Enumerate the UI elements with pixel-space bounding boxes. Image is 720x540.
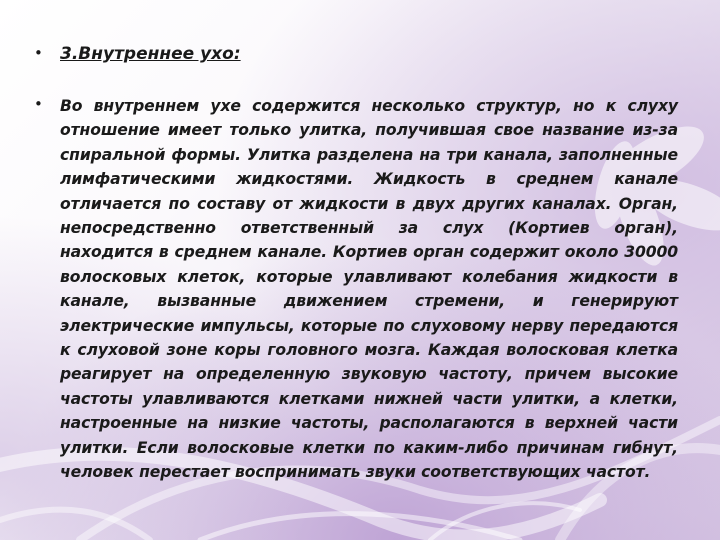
body-item — [34, 94, 678, 485]
heading-item — [34, 42, 678, 66]
text-content — [34, 38, 678, 485]
bullet-marker: • — [34, 95, 43, 113]
bullet-marker: • — [34, 44, 43, 62]
section-heading: 3.Внутреннее ухо: — [60, 44, 241, 64]
body-paragraph: Во внутреннем ухе содержится несколько структур, но к слуху отношение имеет только улитка, получившая свое название из-за спиральной формы. Улитка разделена на три канала, заполненные лимфатическими жидкостями. Жидкость в среднем канале отличается по составу от жидкости в двух других каналах. Орган, непосредственно ответственный за слух (Кортиев орган), находится в среднем канале. Кортиев орган содержит около 30000 волосковых клеток, которые улавливают колебания жидкости в канале, вызванные движением стремени, и генерируют электрические импульсы, которые по слуховому нерву передаются к слуховой зоне коры головного мозга. Каждая волосковая клетка реагирует на определенную звуковую частоту, причем высокие частоты улавливаются клетками нижней части улитки, а клетки, настроенные на низкие частоты, располагаются в верхней части улитки. Если волосковые клетки по каким-либо причинам гибнут, человек перестает воспринимать звуки соответствующих частот. — [60, 97, 678, 482]
